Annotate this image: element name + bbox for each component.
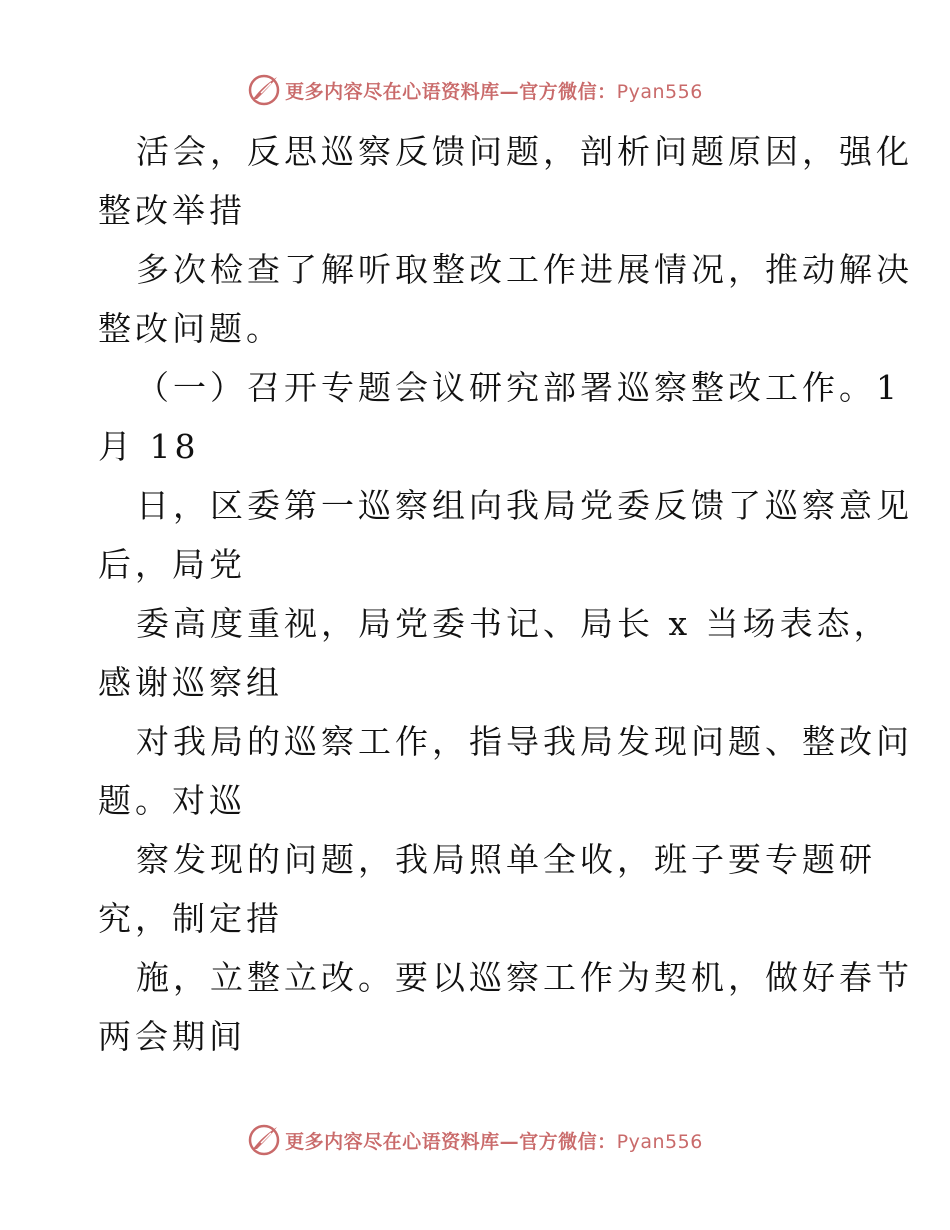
header-watermark [0,70,950,110]
text-line: 多次检查了解听取整改工作进展情况，推动解决 [136,250,913,289]
text-line: 对我局的巡察工作，指导我局发现问题、整改问 [136,722,913,761]
watermark-text: 更多内容尽在心语资料库—官方微信：Pyan556 [285,80,703,103]
document-body [98,122,913,1066]
text-line: 后，局党 [98,545,246,584]
watermark-text: 更多内容尽在心语资料库—官方微信：Pyan556 [285,1130,703,1153]
text-line: 日，区委第一巡察组向我局党委反馈了巡察意见 [136,486,913,525]
text-line: 月 18 [98,427,200,466]
text-line: 两会期间 [98,1017,246,1056]
text-line: 施，立整立改。要以巡察工作为契机，做好春节 [136,958,913,997]
quill-logo-icon [247,1123,281,1157]
text-line: 整改举措 [98,191,246,230]
text-line: 委高度重视，局党委书记、局长 x 当场表态， [136,604,891,643]
text-line: 活会，反思巡察反馈问题，剖析问题原因，强化 [136,132,913,171]
text-line: 感谢巡察组 [98,663,283,702]
text-line: （一）召开专题会议研究部署巡察整改工作。1 [136,368,901,407]
footer-watermark [0,1120,950,1160]
text-line: 察发现的问题，我局照单全收，班子要专题研 [136,840,876,879]
text-line: 题。对巡 [98,781,246,820]
text-line: 整改问题。 [98,309,283,348]
quill-logo-icon [247,73,281,107]
text-line: 究，制定措 [98,899,283,938]
